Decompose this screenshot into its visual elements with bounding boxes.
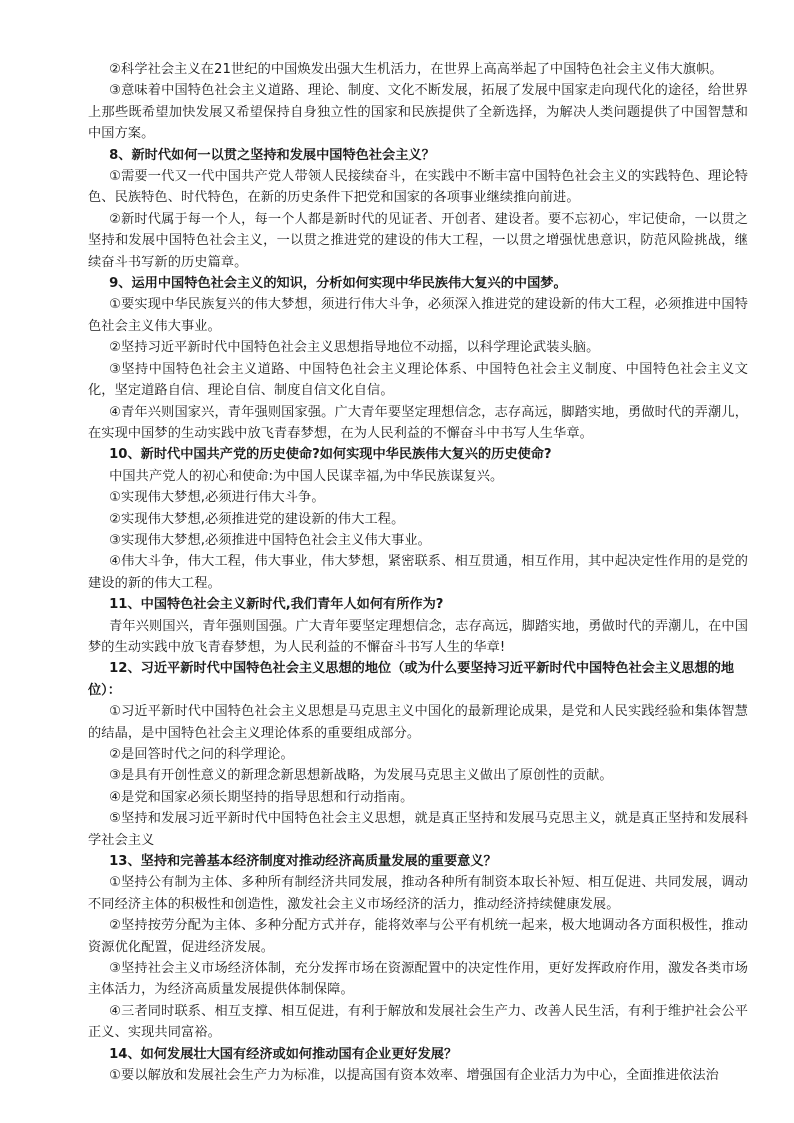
document-page: [88, 59, 748, 1087]
answer-paragraph: 青年兴则国兴，青年强则国强。广大青年要坚定理想信念，志存高远，脚踏实地，勇做时代的弄潮儿，在中国梦的生动实践中放飞青春梦想，为人民利益的不懈奋斗书写人生的华章!: [88, 618, 748, 655]
answer-paragraph: ②科学社会主义在21世纪的中国焕发出强大生机活力，在世界上高高举起了中国特色社会主义伟大旗帜。: [109, 62, 723, 77]
answer-paragraph: ②新时代属于每一个人，每一个人都是新时代的见证者、开创者、建设者。要不忘初心，牢记使命，一以贯之坚持和发展中国特色社会主义，一以贯之推进党的建设的伟大工程，一以贯之增强忧患意识，防范风险挑战，继续奋斗书写新的历史篇章。: [88, 211, 748, 270]
question-heading: 14、如何发展壮大国有经济或如何推动国有企业更好发展？: [109, 1046, 458, 1062]
answer-paragraph: 中国共产党人的初心和使命:为中国人民谋幸福,为中华民族谋复兴。: [109, 468, 504, 484]
answer-paragraph: ③坚持社会主义市场经济体制，充分发挥市场在资源配置中的决定性作用，更好发挥政府作用，激发各类市场主体活力，为经济高质量发展提供体制保障。: [88, 961, 748, 998]
question-heading: 11、中国特色社会主义新时代,我们青年人如何有所作为?: [109, 597, 444, 613]
question-heading: 12、习近平新时代中国特色社会主义思想的地位（或为什么要坚持习近平新时代中国特色社会主义思想的地位）：: [88, 661, 735, 698]
question-heading: 10、新时代中国共产党的历史使命?如何实现中华民族伟大复兴的历史使命?: [109, 447, 552, 463]
answer-paragraph: ①习近平新时代中国特色社会主义思想是马克思主义中国化的最新理论成果，是党和人民实践经验和集体智慧的结晶，是中国特色社会主义理论体系的重要组成部分。: [88, 704, 748, 741]
answer-paragraph: ①需要一代又一代中国共产党人带领人民接续奋斗，在实践中不断丰富中国特色社会主义的实践特色、理论特色、民族特色、时代特色，在新的历史条件下把党和国家的各项事业继续推向前进。: [88, 169, 748, 206]
answer-paragraph: ①要实现中华民族复兴的伟大梦想，须进行伟大斗争，必须深入推进党的建设新的伟大工程，必须推进中国特色社会主义伟大事业。: [88, 297, 748, 334]
answer-paragraph: ④是党和国家必须长期坚持的指导思想和行动指南。: [109, 789, 414, 805]
question-heading: 13、坚持和完善基本经济制度对推动经济高质量发展的重要意义？: [109, 854, 497, 870]
answer-paragraph: ④青年兴则国家兴，青年强则国家强。广大青年要坚定理想信念，志存高远，脚踏实地，勇做时代的弄潮儿，在实现中国梦的生动实践中放飞青春梦想，在为人民利益的不懈奋斗中书写人生华章。: [88, 404, 748, 441]
answer-paragraph: ④三者同时联系、相互支撑、相互促进，有利于解放和发展社会生产力、改善人民生活，有利于维护社会公平正义、实现共同富裕。: [88, 1003, 748, 1041]
question-heading: 8、新时代如何一以贯之坚持和发展中国特色社会主义？: [109, 147, 435, 163]
answer-paragraph: ②坚持习近平新时代中国特色社会主义思想指导地位不动摇，以科学理论武装头脑。: [109, 340, 600, 356]
question-heading: 9、运用中国特色社会主义的知识，分析如何实现中华民族伟大复兴的中国梦。: [109, 276, 567, 292]
answer-paragraph: ③是具有开创性意义的新理念新思想新战略，为发展马克思主义做出了原创性的贡献。: [109, 768, 613, 784]
answer-paragraph: ④伟大斗争，伟大工程，伟大事业，伟大梦想，紧密联系、相互贯通，相互作用，其中起决定性作用的是党的建设的新的伟大工程。: [88, 554, 748, 591]
answer-paragraph: ③意味着中国特色社会主义道路、理论、制度、文化不断发展，拓展了发展中国家走向现代化的途径，给世界上那些既希望加快发展又希望保持自身独立性的国家和民族提供了全新选择，为解决人类问题提供了中国智慧和中国方案。: [88, 83, 748, 142]
answer-paragraph: ①实现伟大梦想,必须进行伟大斗争。: [109, 490, 325, 506]
answer-paragraph: ②实现伟大梦想,必须推进党的建设新的伟大工程。: [109, 511, 405, 527]
answer-paragraph: ③实现伟大梦想,必须推进中国特色社会主义伟大事业。: [109, 532, 431, 548]
answer-paragraph: ①要以解放和发展社会生产力为标准，以提高国有资本效率、增强国有企业活力为中心，全面推进依法治: [109, 1068, 719, 1084]
answer-paragraph: ⑤坚持和发展习近平新时代中国特色社会主义思想，就是真正坚持和发展马克思主义，就是真正坚持和发展科学社会主义: [88, 811, 748, 848]
answer-paragraph: ③坚持中国特色社会主义道路、中国特色社会主义理论体系、中国特色社会主义制度、中国特色社会主义文化，坚定道路自信、理论自信、制度自信文化自信。: [88, 361, 748, 399]
answer-paragraph: ①坚持公有制为主体、多种所有制经济共同发展，推动各种所有制资本取长补短、相互促进、共同发展，调动不同经济主体的积极性和创造性，激发社会主义市场经济的活力，推动经济持续健康发展。: [88, 875, 748, 912]
answer-paragraph: ②坚持按劳分配为主体、多种分配方式并存，能将效率与公平有机统一起来，极大地调动各方面积极性，推动资源优化配置，促进经济发展。: [88, 918, 748, 955]
answer-paragraph: ②是回答时代之问的科学理论。: [109, 747, 294, 762]
